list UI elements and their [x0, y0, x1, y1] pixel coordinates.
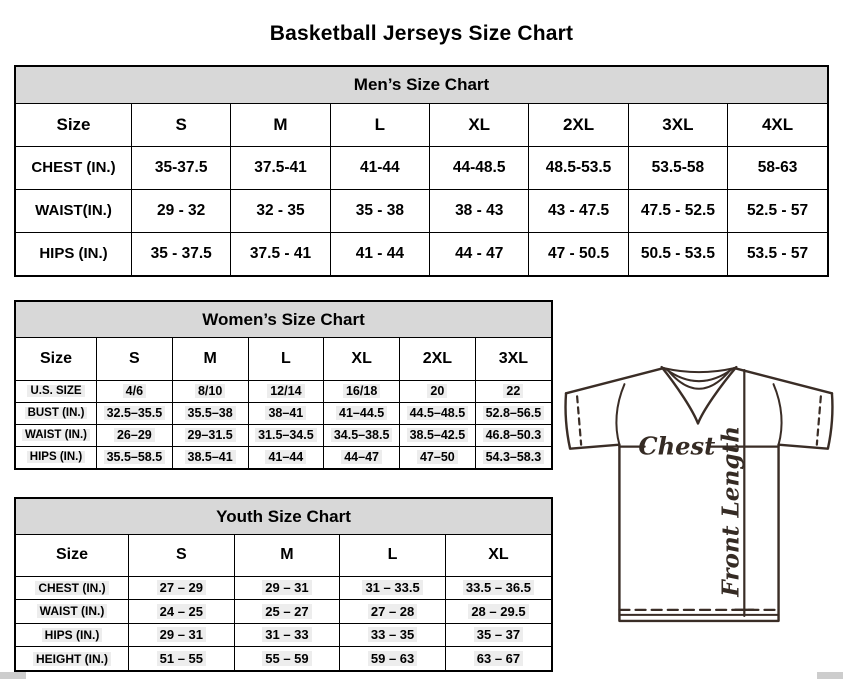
size-value-cell: 43 - 47.5	[529, 189, 628, 232]
size-value-cell: 28 – 29.5	[445, 600, 551, 624]
size-value-cell: 47.5 - 52.5	[628, 189, 727, 232]
row-label: BUST (IN.)	[16, 402, 97, 424]
mens-size-table	[16, 104, 827, 275]
size-value-cell: 27 – 28	[340, 600, 446, 624]
size-value-cell: 46.8–50.3	[475, 424, 551, 446]
right-sleeve-outline	[779, 393, 833, 448]
size-value-cell: 63 – 67	[445, 647, 551, 671]
chest-measure-label: Chest	[638, 431, 716, 461]
size-value-cell: 51 – 55	[129, 647, 235, 671]
size-value-cell: 55 – 59	[234, 647, 340, 671]
size-value-cell: 48.5-53.5	[529, 146, 628, 189]
size-value-cell: 41 - 44	[330, 232, 429, 275]
size-value-cell: 47–50	[400, 446, 476, 468]
table-row	[16, 189, 827, 232]
column-header: 3XL	[628, 104, 727, 146]
column-header: XL	[324, 338, 400, 380]
row-label: CHEST (IN.)	[16, 576, 129, 600]
row-label: WAIST (IN.)	[16, 600, 129, 624]
size-value-cell: 53.5 - 57	[728, 232, 827, 275]
size-value-cell: 52.8–56.5	[475, 402, 551, 424]
table-row	[16, 146, 827, 189]
size-value-cell: 44.5–48.5	[400, 402, 476, 424]
size-value-cell: 4/6	[97, 380, 173, 402]
jersey-diagram	[562, 362, 840, 624]
column-header: 4XL	[728, 104, 827, 146]
size-value-cell: 38–41	[248, 402, 324, 424]
front-length-measure-label: Front Length	[717, 425, 745, 597]
table-row	[16, 623, 551, 647]
table-row	[16, 647, 551, 671]
left-shoulder-line	[566, 368, 664, 393]
size-value-cell: 53.5-58	[628, 146, 727, 189]
size-value-cell: 22	[475, 380, 551, 402]
table-row	[16, 446, 551, 468]
column-header: L	[340, 535, 446, 576]
row-label: HEIGHT (IN.)	[16, 647, 129, 671]
size-value-cell: 38 - 43	[430, 189, 529, 232]
size-value-cell: 37.5 - 41	[231, 232, 330, 275]
column-header: M	[172, 338, 248, 380]
size-header-row	[16, 535, 551, 576]
row-label: WAIST (IN.)	[16, 424, 97, 446]
mens-size-chart-section	[14, 65, 829, 277]
size-value-cell: 59 – 63	[340, 647, 446, 671]
column-header: Size	[16, 535, 129, 576]
size-header-row	[16, 104, 827, 146]
column-header: 2XL	[400, 338, 476, 380]
size-value-cell: 37.5-41	[231, 146, 330, 189]
size-value-cell: 58-63	[728, 146, 827, 189]
size-value-cell: 29 – 31	[129, 623, 235, 647]
size-value-cell: 35-37.5	[132, 146, 231, 189]
size-value-cell: 34.5–38.5	[324, 424, 400, 446]
column-header: M	[234, 535, 340, 576]
size-value-cell: 44 - 47	[430, 232, 529, 275]
size-value-cell: 47 - 50.5	[529, 232, 628, 275]
size-value-cell: 33 – 35	[340, 623, 446, 647]
size-value-cell: 29 - 32	[132, 189, 231, 232]
size-value-cell: 41-44	[330, 146, 429, 189]
size-value-cell: 12/14	[248, 380, 324, 402]
column-header: Size	[16, 338, 97, 380]
womens-size-chart-section	[14, 300, 553, 470]
size-value-cell: 33.5 – 36.5	[445, 576, 551, 600]
column-header: M	[231, 104, 330, 146]
row-label: WAIST(IN.)	[16, 189, 132, 232]
table-row	[16, 232, 827, 275]
size-value-cell: 8/10	[172, 380, 248, 402]
size-value-cell: 41–44.5	[324, 402, 400, 424]
left-cuff-dashed-line	[577, 396, 581, 444]
size-value-cell: 44-48.5	[430, 146, 529, 189]
scrollbar-fragment-left	[0, 672, 26, 679]
size-value-cell: 20	[400, 380, 476, 402]
size-value-cell: 26–29	[97, 424, 173, 446]
row-label: HIPS (IN.)	[16, 232, 132, 275]
right-cuff-dashed-line	[817, 396, 821, 444]
left-sleeve-outline	[566, 393, 620, 448]
mens-chart-title: Men’s Size Chart	[16, 67, 827, 104]
scrollbar-fragment-right	[817, 672, 843, 679]
size-value-cell: 16/18	[324, 380, 400, 402]
table-row	[16, 402, 551, 424]
row-label: HIPS (IN.)	[16, 446, 97, 468]
column-header: 2XL	[529, 104, 628, 146]
row-label: HIPS (IN.)	[16, 623, 129, 647]
youth-chart-title: Youth Size Chart	[16, 499, 551, 535]
womens-chart-title: Women’s Size Chart	[16, 302, 551, 338]
column-header: XL	[445, 535, 551, 576]
page-title: Basketball Jerseys Size Chart	[269, 22, 574, 46]
row-label: CHEST (IN.)	[16, 146, 132, 189]
size-value-cell: 38.5–41	[172, 446, 248, 468]
size-value-cell: 44–47	[324, 446, 400, 468]
row-label: U.S. SIZE	[16, 380, 97, 402]
size-value-cell: 35.5–58.5	[97, 446, 173, 468]
size-value-cell: 25 – 27	[234, 600, 340, 624]
youth-size-chart-section	[14, 497, 553, 672]
column-header: XL	[430, 104, 529, 146]
table-row	[16, 380, 551, 402]
right-shoulder-line	[734, 368, 832, 393]
youth-size-table	[16, 535, 551, 670]
column-header: S	[129, 535, 235, 576]
column-header: L	[248, 338, 324, 380]
size-value-cell: 35 - 38	[330, 189, 429, 232]
size-value-cell: 35 - 37.5	[132, 232, 231, 275]
collar-top-line	[664, 368, 735, 372]
body-outline	[619, 445, 778, 621]
left-sleeve-seam	[616, 384, 624, 444]
size-value-cell: 24 – 25	[129, 600, 235, 624]
size-value-cell: 54.3–58.3	[475, 446, 551, 468]
right-sleeve-seam	[774, 384, 782, 444]
size-value-cell: 32.5–35.5	[97, 402, 173, 424]
size-value-cell: 41–44	[248, 446, 324, 468]
column-header: S	[132, 104, 231, 146]
size-value-cell: 27 – 29	[129, 576, 235, 600]
size-value-cell: 32 - 35	[231, 189, 330, 232]
size-value-cell: 29–31.5	[172, 424, 248, 446]
size-value-cell: 31 – 33.5	[340, 576, 446, 600]
size-header-row	[16, 338, 551, 380]
size-value-cell: 31 – 33	[234, 623, 340, 647]
size-value-cell: 29 – 31	[234, 576, 340, 600]
table-row	[16, 424, 551, 446]
table-row	[16, 576, 551, 600]
jersey-diagram-svg	[562, 362, 840, 624]
size-value-cell: 50.5 - 53.5	[628, 232, 727, 275]
size-value-cell: 52.5 - 57	[728, 189, 827, 232]
column-header: L	[330, 104, 429, 146]
womens-size-table	[16, 338, 551, 468]
column-header: Size	[16, 104, 132, 146]
column-header: 3XL	[475, 338, 551, 380]
size-value-cell: 35.5–38	[172, 402, 248, 424]
table-row	[16, 600, 551, 624]
size-value-cell: 38.5–42.5	[400, 424, 476, 446]
size-value-cell: 31.5–34.5	[248, 424, 324, 446]
size-value-cell: 35 – 37	[445, 623, 551, 647]
column-header: S	[97, 338, 173, 380]
